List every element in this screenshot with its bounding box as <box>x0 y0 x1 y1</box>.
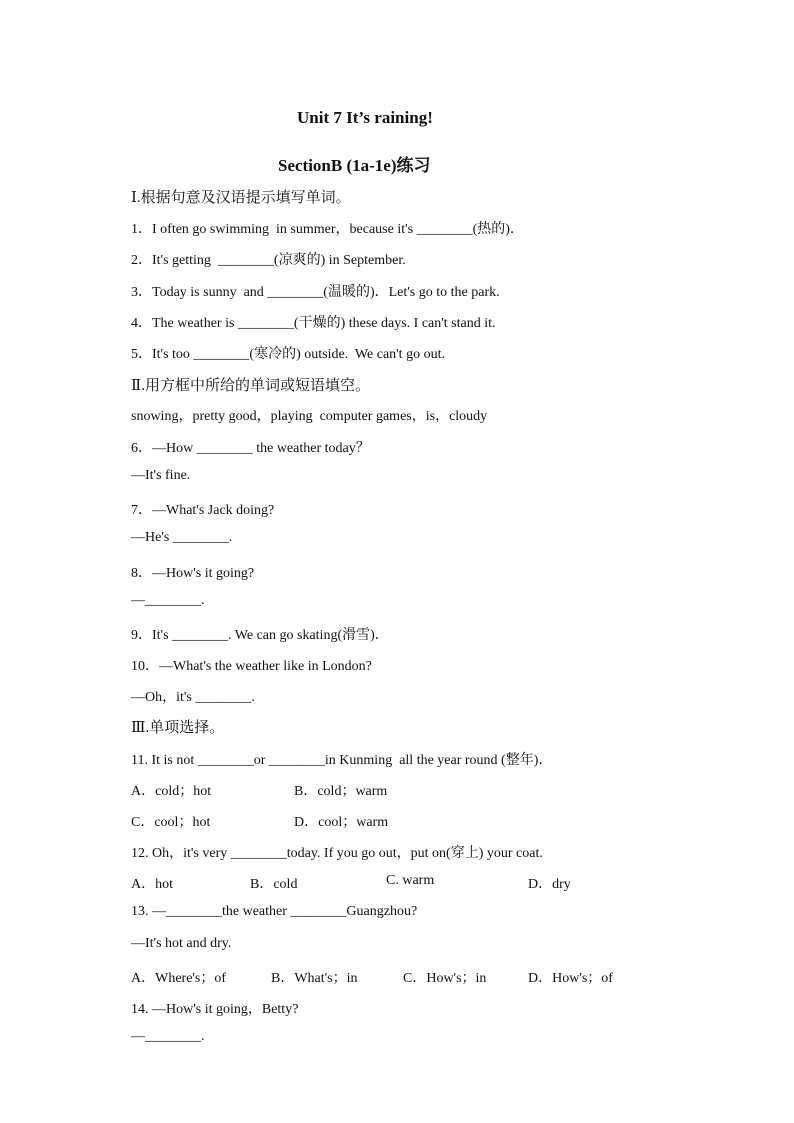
section-3-heading: Ⅲ.单项选择。 <box>131 720 225 736</box>
question-1: 1．I often go swimming in summer，because it's ________(热的)． <box>131 222 524 237</box>
q12-option-b: B．cold <box>250 877 298 892</box>
word-box: snowing，pretty good，playing computer games，is，cloudy <box>131 409 488 424</box>
section-2-heading: Ⅱ.用方框中所给的单词或短语填空。 <box>131 378 370 394</box>
question-8: 8．—How's it going? <box>131 566 255 581</box>
answer-13: —It's hot and dry. <box>131 936 232 951</box>
answer-7: —He's ________. <box>131 530 233 545</box>
question-2: 2．It's getting ________(凉爽的) in September. <box>131 253 406 268</box>
q12-option-c: C. warm <box>386 873 435 888</box>
answer-8: —________. <box>131 593 205 608</box>
page-title: Unit 7 It’s raining! <box>297 108 433 127</box>
answer-6: —It's fine. <box>131 468 191 483</box>
question-12: 12. Oh，it's very ________today. If you go out，put on(穿上) your coat. <box>131 846 543 861</box>
question-5: 5．It's too ________(寒冷的) outside. We can't go out. <box>131 347 445 362</box>
question-3: 3．Today is sunny and ________(温暖的)．Let's go to the park. <box>131 285 500 300</box>
question-4: 4．The weather is ________(干燥的) these days. I can't stand it. <box>131 316 496 331</box>
question-7: 7．—What's Jack doing? <box>131 503 275 518</box>
question-9: 9．It's ________. We can go skating(滑雪)． <box>131 628 389 643</box>
answer-14: —________. <box>131 1029 205 1044</box>
q12-option-d: D．dry <box>528 877 571 892</box>
q13-option-d: D．How's；of <box>528 971 613 986</box>
q11-option-d: D．cool；warm <box>294 815 389 830</box>
section-1-heading: Ⅰ.根据句意及汉语提示填写单词。 <box>131 190 351 206</box>
question-6: 6．—How ________ the weather today？ <box>131 441 370 456</box>
q11-option-c: C．cool；hot <box>131 815 211 830</box>
question-13: 13. —________the weather ________Guangzhou? <box>131 904 418 919</box>
q13-option-b: B．What's；in <box>271 971 358 986</box>
question-14: 14. —How's it going，Betty? <box>131 1002 299 1017</box>
q13-option-c: C．How's；in <box>403 971 487 986</box>
q11-option-a: A．cold；hot <box>131 784 212 799</box>
page-subtitle: SectionB (1a-1e)练习 <box>278 156 431 175</box>
question-10: 10．—What's the weather like in London? <box>131 659 372 674</box>
q13-option-a: A．Where's；of <box>131 971 227 986</box>
q12-option-a: A．hot <box>131 877 173 892</box>
q11-option-b: B．cold；warm <box>294 784 388 799</box>
question-11: 11. It is not ________or ________in Kunming all the year round (整年)． <box>131 753 553 768</box>
answer-10: —Oh，it's ________. <box>131 690 255 705</box>
